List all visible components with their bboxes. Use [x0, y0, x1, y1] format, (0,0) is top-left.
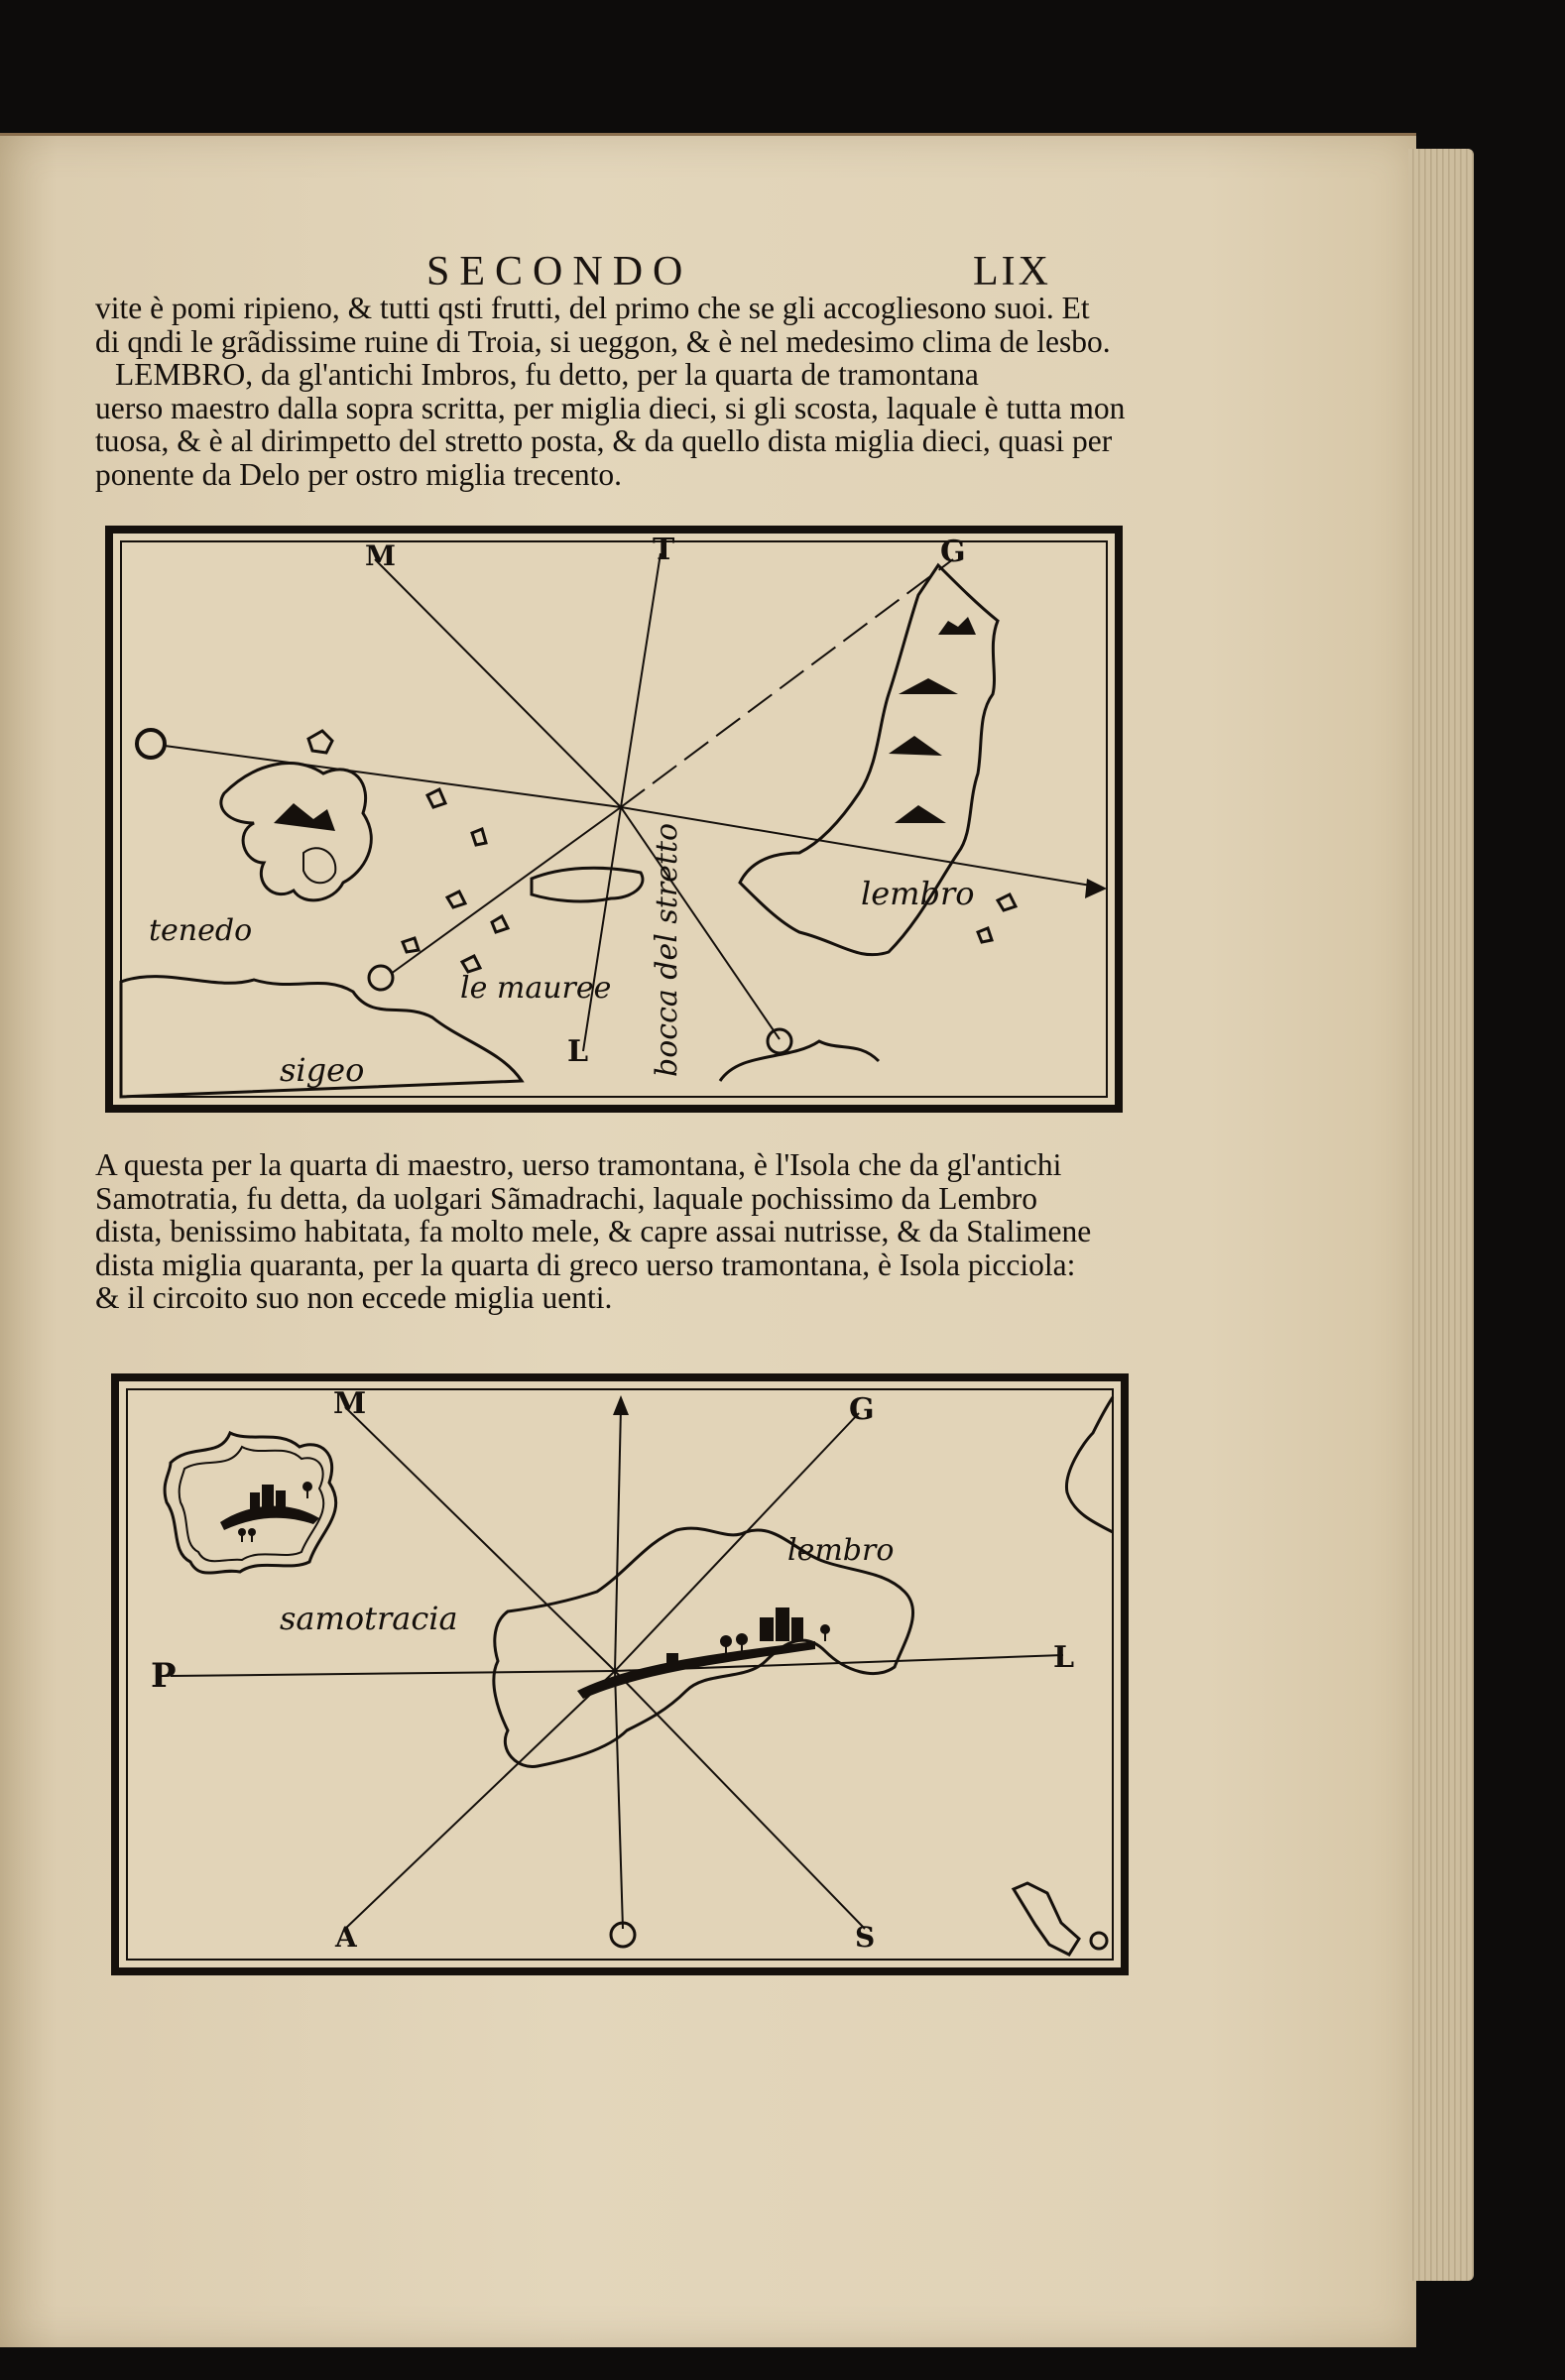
compass-n-icon: T [653, 533, 675, 567]
label-samotracia: samotracia [280, 1600, 458, 1637]
compass-s-icon: L [567, 1034, 589, 1069]
running-title: SECONDO [426, 249, 693, 295]
compass-se-icon [768, 1029, 791, 1053]
label-bocca-del-stretto: bocca del stretto [650, 822, 684, 1077]
running-header [426, 248, 1051, 296]
label-lembro: lembro [861, 875, 975, 912]
label-lembro: lembro [787, 1533, 895, 1568]
text-line: LEMBRO, da gl'antichi Imbros, fu detto, per la quarta de tramontana [115, 357, 979, 392]
paragraph-top [95, 292, 1168, 491]
town-icon [220, 1485, 319, 1530]
text-line: & il circoito suo non eccede miglia uenti. [95, 1280, 613, 1315]
folio-number: LIX [973, 249, 1051, 295]
woodcut-map-tenedo-lembro [105, 526, 1123, 1113]
text-line: dista, benissimo habitata, fa molto mele, & capre assai nutrisse, & da Stalimene [95, 1214, 1092, 1249]
page-edges [1408, 149, 1474, 2281]
compass-sw-icon [369, 966, 393, 990]
map-tenedo-lembro-svg [105, 526, 1123, 1113]
label-sigeo: sigeo [280, 1051, 365, 1089]
paragraph-bottom [95, 1148, 1168, 1315]
compass-nw-icon: M [365, 539, 396, 572]
text-line: tuosa, & è al dirimpetto del stretto posta, & da quello dista miglia dieci, quasi per [95, 423, 1113, 458]
compass-se-icon: S [855, 1921, 876, 1954]
compass-w-icon: P [151, 1656, 177, 1696]
text-line: vite è pomi ripieno, & tutti qsti frutti, del primo che se gli accogliesono suoi. Et [95, 291, 1090, 325]
map-samotracia-lembro-svg [111, 1373, 1129, 1975]
text-line: A questa per la quarta di maestro, uerso tramontana, è l'Isola che da gl'antichi [95, 1147, 1062, 1182]
compass-e-icon: L [1053, 1640, 1075, 1675]
text-line: ponente da Delo per ostro miglia trecento. [95, 456, 622, 492]
compass-w-icon [137, 730, 165, 758]
woodcut-map-samotracia-lembro [111, 1373, 1129, 1975]
compass-ne-icon: G [849, 1392, 875, 1427]
text-line: di qndi le grãdissime ruine di Troia, si ueggon, & è nel medesimo clima de lesbo. [95, 323, 1111, 359]
islet [1014, 1883, 1079, 1955]
label-tenedo: tenedo [149, 913, 253, 948]
compass-sw-icon: A [335, 1921, 357, 1954]
compass-ne-icon: G [940, 535, 966, 569]
compass-n-icon [613, 1395, 629, 1415]
island-tenedo [221, 764, 371, 900]
text-line: Samotratia, fu detta, da uolgari Sãmadrachi, laquale pochissimo da Lembro [95, 1180, 1037, 1216]
compass-nw-icon: M [333, 1386, 367, 1421]
text-line: dista miglia quaranta, per la quarta di greco uerso tramontana, è Isola picciola: [95, 1247, 1076, 1282]
town-icon [274, 803, 335, 831]
label-le-mauree: le mauree [460, 971, 612, 1006]
text-line: uerso maestro dalla sopra scritta, per miglia dieci, si gli scosta, laquale è tutta mon [95, 390, 1126, 425]
